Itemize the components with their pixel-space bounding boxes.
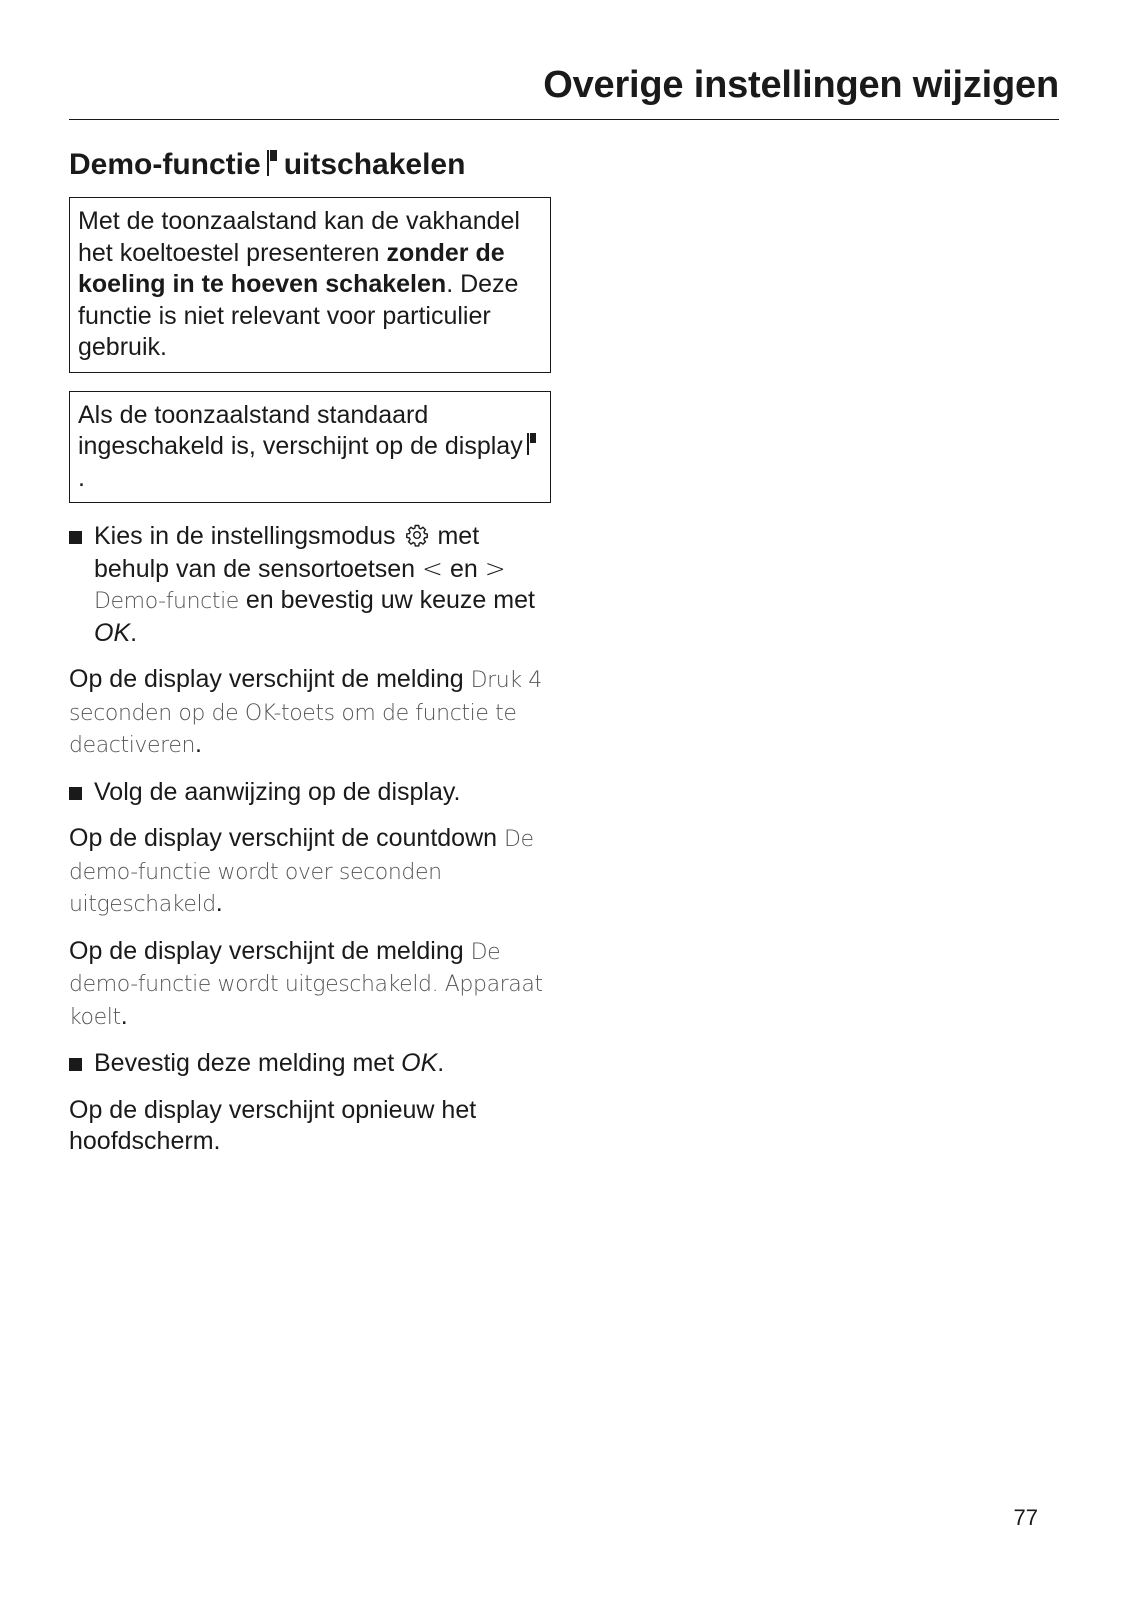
para-text: Op de display verschijnt de countdown [69,824,498,852]
bullet-square-icon [69,1058,82,1071]
section-heading-start: Demo-functie [69,148,261,181]
ok-key: OK [94,618,131,647]
info-box-text [78,206,542,364]
step-follow-instruction [69,777,551,809]
display-message: De demo-functie wordt uitgeschakeld. Apparaat koelt [69,939,543,1030]
step-text-2: met behulp van de sensortoetsen [94,522,480,583]
info-text-period: . [446,270,454,298]
para-message-1 [69,664,551,762]
info-display-text: Als de toonzaalstand standaard ingeschakeld is, verschijnt op de display [78,400,523,460]
page-title: Overige instellingen wijzigen [543,64,1059,106]
step-end: . [437,1049,445,1077]
para-end: . [215,889,223,917]
info-box-display [69,391,551,504]
step-text-4: en bevestig uw keuze met [245,586,535,614]
para-countdown [69,823,551,921]
gear-icon [405,523,429,547]
header-rule [69,119,1059,120]
step-text: Bevestig deze melding met [94,1049,395,1077]
info-text-2: Deze functie is niet relevant voor particulier gebruik. [78,270,519,361]
step-text-5: . [130,618,138,647]
step-confirm [69,1048,551,1080]
chevron-left-icon: < [422,553,443,583]
bullet-square-icon [69,531,82,544]
step-select-demo [69,521,551,649]
step-text-1: Kies in de instellingsmodus [94,522,396,550]
demo-flag-icon [265,150,280,176]
para-message-2 [69,936,551,1034]
demo-flag-icon [526,433,538,455]
ok-key: OK [401,1049,438,1077]
section-heading-end: uitschakelen [283,148,466,181]
step-text: Volg de aanwijzing op de display. [94,777,461,806]
info-display-period: . [78,463,85,492]
para-end: . [120,1001,128,1030]
bullet-square-icon [69,787,82,800]
para-end: . [195,730,202,758]
info-box-display-text [78,400,542,495]
display-message: Druk 4 seconden op de OK-toets om de functie te deactiveren [69,668,542,758]
para-text: Op de display verschijnt de melding [69,936,464,965]
display-item-demo: Demo-functie [94,589,239,614]
info-text-bold: zonder de koeling in te hoeven schakelen [78,238,505,298]
chevron-right-icon: > [484,553,506,583]
para-home-screen: Op de display verschijnt opnieuw het hoofdscherm. [69,1095,477,1155]
info-text-1: Met de toonzaalstand kan de vakhandel het koeltoestel presenteren [78,207,520,267]
page-number: 77 [1013,1505,1038,1530]
step-text-3: en [449,554,478,583]
info-box-showroom [69,197,551,373]
content-column [69,146,551,1173]
display-message: De demo-functie wordt over seconden uitgeschakeld [69,827,534,917]
para-text: Op de display verschijnt de melding [69,665,464,693]
section-heading [69,146,551,184]
